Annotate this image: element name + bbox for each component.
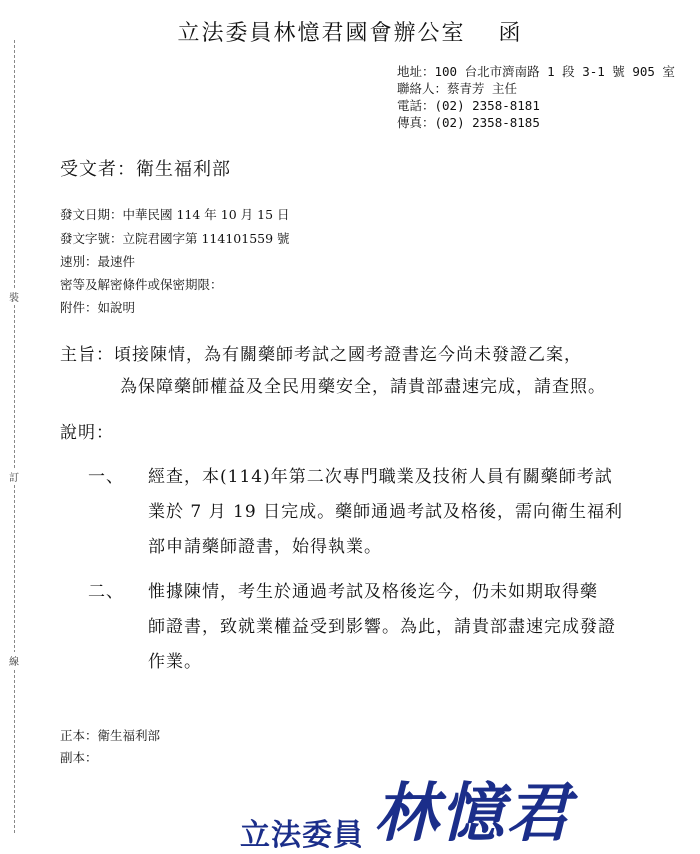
binding-mark-xian: 線: [9, 652, 19, 669]
explanation-label: 說明：: [60, 423, 114, 443]
document-number: 發文字號：立院君國字第 114101559 號: [60, 231, 290, 246]
binding-mark-zhuang: 裝: [9, 288, 19, 305]
item-marker-1: 一、: [88, 467, 124, 487]
recipient: 受文者：衛生福利部: [60, 159, 231, 180]
item-2-line-3: 作業。: [148, 652, 202, 672]
signature-title: 立法委員: [240, 818, 364, 853]
item-2-line-1: 惟據陳情，考生於通過考試及格後迄今，仍未如期取得藥: [148, 582, 598, 602]
subject-line-2: 為保障藥師權益及全民用藥安全，請貴部盡速完成，請查照。: [120, 377, 606, 397]
binding-mark-ding: 訂: [9, 468, 19, 485]
signature-name: 林憶君: [374, 776, 572, 851]
cc-main: 正本：衛生福利部: [60, 728, 161, 743]
contact-fax: 傳真：(02) 2358-8185: [397, 115, 540, 130]
secrecy-level: 密等及解密條件或保密期限：: [60, 277, 223, 292]
cc-copy: 副本：: [60, 750, 98, 765]
delivery-speed: 速別：最速件: [60, 254, 136, 269]
issue-date: 發文日期：中華民國 114 年 10 月 15 日: [60, 207, 290, 222]
contact-phone: 電話：(02) 2358-8181: [397, 98, 540, 113]
signature-stamp: [240, 762, 572, 854]
binding-line: [14, 40, 15, 833]
item-2-line-2: 師證書，致就業權益受到影響。為此，請貴部盡速完成發證: [148, 617, 616, 637]
subject-line-1: 主旨：頃接陳情，為有關藥師考試之國考證書迄今尚未發證乙案，: [60, 345, 582, 365]
contact-address: 地址：100 台北市濟南路 1 段 3-1 號 905 室: [397, 64, 675, 79]
attachment: 附件：如說明: [60, 300, 136, 315]
item-1-line-1: 經查，本(114)年第二次專門職業及技術人員有關藥師考試: [148, 467, 613, 487]
item-1-line-3: 部申請藥師證書，始得執業。: [148, 537, 382, 557]
item-1-line-2: 業於 7 月 19 日完成。藥師通過考試及格後，需向衛生福利: [148, 502, 624, 522]
item-marker-2: 二、: [88, 582, 124, 602]
contact-person: 聯絡人：蔡青芳 主任: [397, 81, 518, 96]
letter-title: 立法委員林憶君國會辦公室 函: [177, 21, 523, 46]
